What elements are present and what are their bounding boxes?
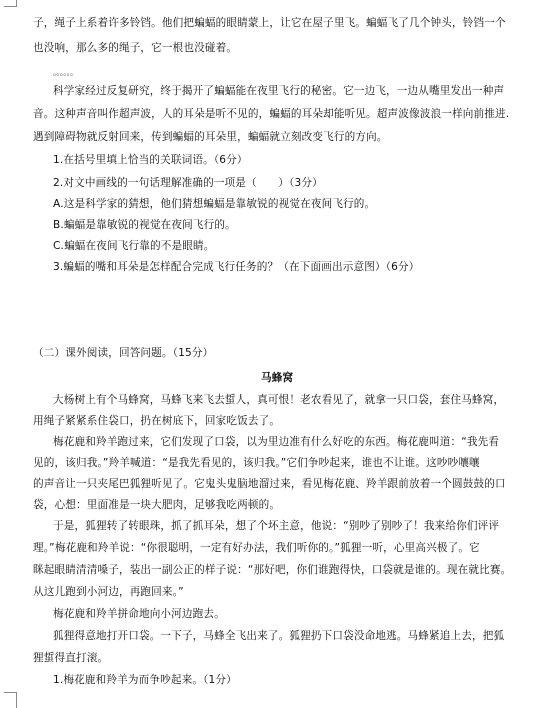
ellipsis-marker: 。。。。。。 [53, 68, 78, 77]
option-a: A.这是科学家的猜想，他们猜想蝙蝠是靠敏锐的视觉在夜间飞行的。 [53, 198, 376, 210]
question-2: 2.对文中画线的一句话理解准确的一项是（ ）（3分） [53, 177, 323, 189]
option-b: B.蝙蝠是靠敏锐的视觉在夜间飞行的。 [53, 219, 236, 231]
story1-para-line-3: 遇到障碍物就反射回来，传到蝙蝠的耳朵里，蝙蝠就立刻改变飞行的方向。 [33, 131, 388, 143]
passage-line-8: 理。”梅花鹿和羚羊说：“你很聪明，一定有好办法，我们听你的。”狐狸一听，心里高兴极了。它 [33, 542, 480, 554]
passage-line-1: 大杨树上有个马蜂窝，马蜂飞来飞去蜇人，真可恨！老农看见了，就拿一只口袋，套住马蜂窝， [53, 394, 505, 406]
passage-line-13: 狸蜇得直打滚。 [33, 652, 109, 664]
section-heading: （二）课外阅读，回答问题。（15分） [33, 347, 214, 359]
section2-question-1: 1.梅花鹿和羚羊为而争吵起来。（1分） [53, 674, 237, 686]
passage-line-11: 梅花鹿和羚羊拼命地向小河边跑去。 [53, 608, 225, 620]
passage-line-6: 袋，心想：里面准是一块大肥肉，足够我吃两顿的。 [33, 499, 281, 511]
passage-line-4: 见的，该归我。”羚羊喊道：“是我先看见的，该归我。”它们争吵起来，谁也不让谁。这吵吵嚷嚷 [33, 457, 480, 469]
question-1: 1.在括号里填上恰当的关联词语。（6分） [53, 154, 248, 166]
question-3: 3.蝙蝠的嘴和耳朵是怎样配合完成飞行任务的？（在下面画出示意图）（6分） [53, 261, 420, 273]
passage-line-3: 梅花鹿和羚羊跑过来，它们发现了口袋，以为里边准有什么好吃的东西。梅花鹿叫道：“我先看 [53, 436, 500, 448]
passage-line-9: 眯起眼睛清清嗓子，装出一副公正的样子说：“那好吧，你们谁跑得快，口袋就是谁的。现在就比赛。 [33, 564, 512, 576]
page-corner-mark-bottom-left [4, 692, 17, 708]
passage-line-2: 用绳子紧紧系住袋口，扔在树底下，回家吃饭去了。 [33, 415, 281, 427]
story1-tail-line-1: 子，绳子上系着许多铃铛。他们把蝙蝠的眼睛蒙上，让它在屋子里飞。蝙蝠飞了几个钟头，铃铛一个 [33, 17, 506, 29]
passage-line-7: 于是，狐狸转了转眼珠，抓了抓耳朵，想了个坏主意，他说：“别吵了别吵了！我来给你们评评 [53, 520, 500, 532]
page-corner-mark-top-left [4, 0, 17, 7]
passage-line-5: 的声音让一只夹尾巴狐狸听见了。它鬼头鬼脑地溜过来，看见梅花鹿、羚羊跟前放着一个圆鼓鼓的口 [33, 478, 506, 490]
story1-tail-line-2: 也没响，那么多的绳子，它一根也没碰着。 [33, 42, 238, 54]
passage-line-10: 从这儿跑到小河边，再跑回来。” [33, 586, 184, 598]
passage-line-12: 狐狸得意地打开口袋。一下子，马蜂全飞出来了。狐狸扔下口袋没命地逃。马蜂紧追上去，把狐 [53, 630, 505, 642]
story1-para-line-2: 音。这种声音叫作超声波，人的耳朵是听不见的，蝙蝠的耳朵却能听见。超声波像波浪一样向前推进. [33, 108, 510, 120]
passage-title: 马蜂窝 [261, 372, 294, 384]
story1-para-line-1: 科学家经过反复研究，终于揭开了蝙蝠能在夜里飞行的秘密。它一边飞，一边从嘴里发出一种声 [53, 85, 505, 97]
option-c: C.蝙蝠在夜间飞行靠的不是眼睛。 [53, 240, 215, 252]
